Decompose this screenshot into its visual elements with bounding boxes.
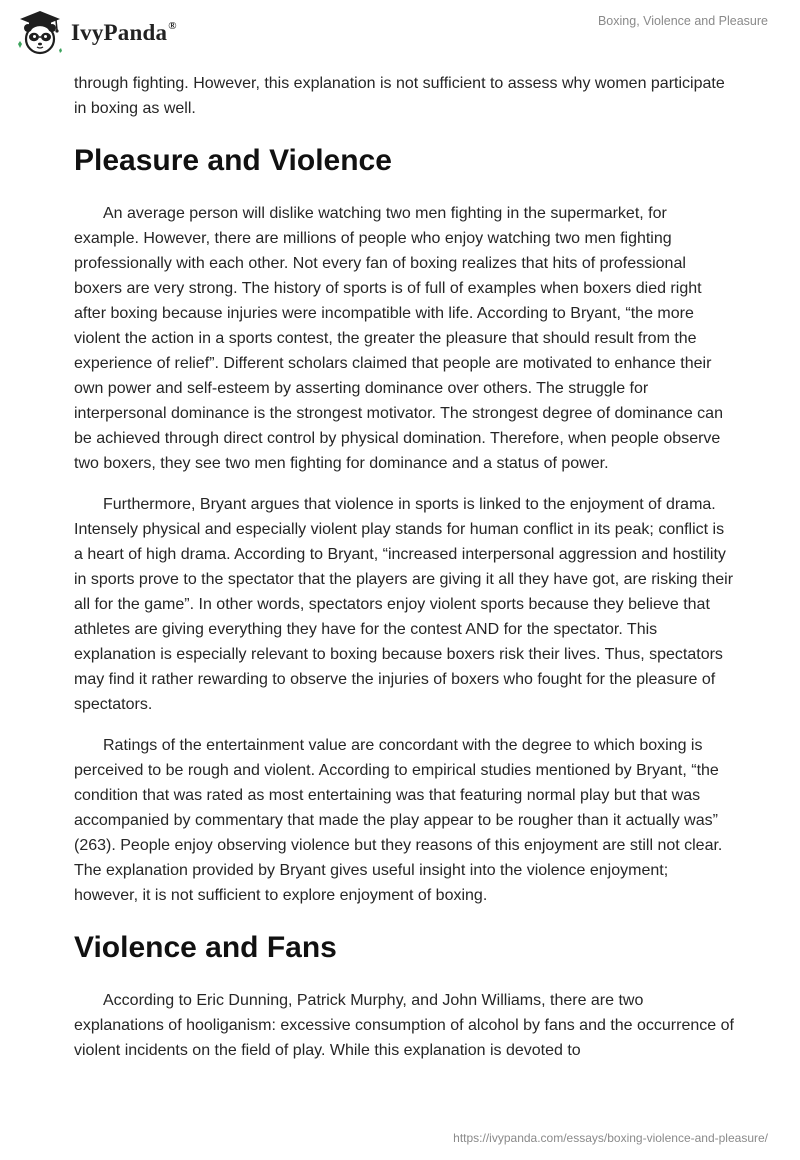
- essay-body: [74, 71, 734, 1063]
- section-heading-pleasure-and-violence: Pleasure and Violence: [74, 144, 392, 177]
- section-heading-violence-and-fans: Violence and Fans: [74, 931, 337, 964]
- footer-url[interactable]: https://ivypanda.com/essays/boxing-violence-and-pleasure/: [453, 1131, 768, 1145]
- paragraph: Furthermore, Bryant argues that violence in sports is linked to the enjoyment of drama. Intensely physical and especially violent play stands for human conflict in its peak; conflict is a heart of high drama. According to Bryant, “increased interpersonal aggression and hostility in sports prove to the spectator that the players are giving it all they have got, are risking their all for the game”. In other words, spectators enjoy violent sports because they believe that athletes are giving everything they have for the contest AND for the spectator. This explanation is especially relevant to boxing because boxers risk their lives. Thus, spectators may find it rather rewarding to observe the injuries of boxers who fought for the pleasure of spectators.: [74, 496, 734, 713]
- panda-logo-icon: [15, 8, 65, 58]
- paragraph: According to Eric Dunning, Patrick Murphy, and John Williams, there are two explanations of hooliganism: excessive consumption of alcohol by fans and the occurrence of violent incidents on the field of play. While this explanation is devoted to: [74, 992, 734, 1059]
- document-title: Boxing, Violence and Pleasure: [597, 14, 768, 28]
- brand-logo[interactable]: [15, 8, 177, 58]
- paragraph: An average person will dislike watching two men fighting in the supermarket, for example. However, there are millions of people who enjoy watching two men fighting professionally with each other. Not every fan of boxing realizes that hits of professional boxers are very strong. The history of sports is of full of examples when boxers died right after boxing because injuries were incompatible with life. According to Bryant, “the more violent the action in a sports contest, the greater the pleasure that should result from the experience of relief”. Different scholars claimed that people are motivated to enhance their own power and self-esteem by asserting dominance over others. The struggle for interpersonal dominance is the strongest motivator. The strongest degree of dominance can be achieved through direct control by physical domination. Therefore, when people observe two boxers, they see two men fighting for dominance and a status of power.: [74, 205, 723, 472]
- paragraph: Ratings of the entertainment value are concordant with the degree to which boxing is perceived to be rough and violent. According to empirical studies mentioned by Bryant, “the condition that was rated as most entertaining was that featuring normal play but that was accompanied by commentary that made the play appear to be rougher than it actually was” (263). People enjoy observing violence but they reasons of this enjoyment are still not clear. The explanation provided by Bryant gives useful insight into the violence enjoyment; however, it is not sufficient to explore enjoyment of boxing.: [74, 737, 723, 904]
- intro-paragraph: through fighting. However, this explanation is not sufficient to assess why women participate in boxing as well.: [74, 75, 725, 117]
- brand-name: IvyPanda®: [71, 20, 177, 45]
- page-header: [0, 0, 800, 70]
